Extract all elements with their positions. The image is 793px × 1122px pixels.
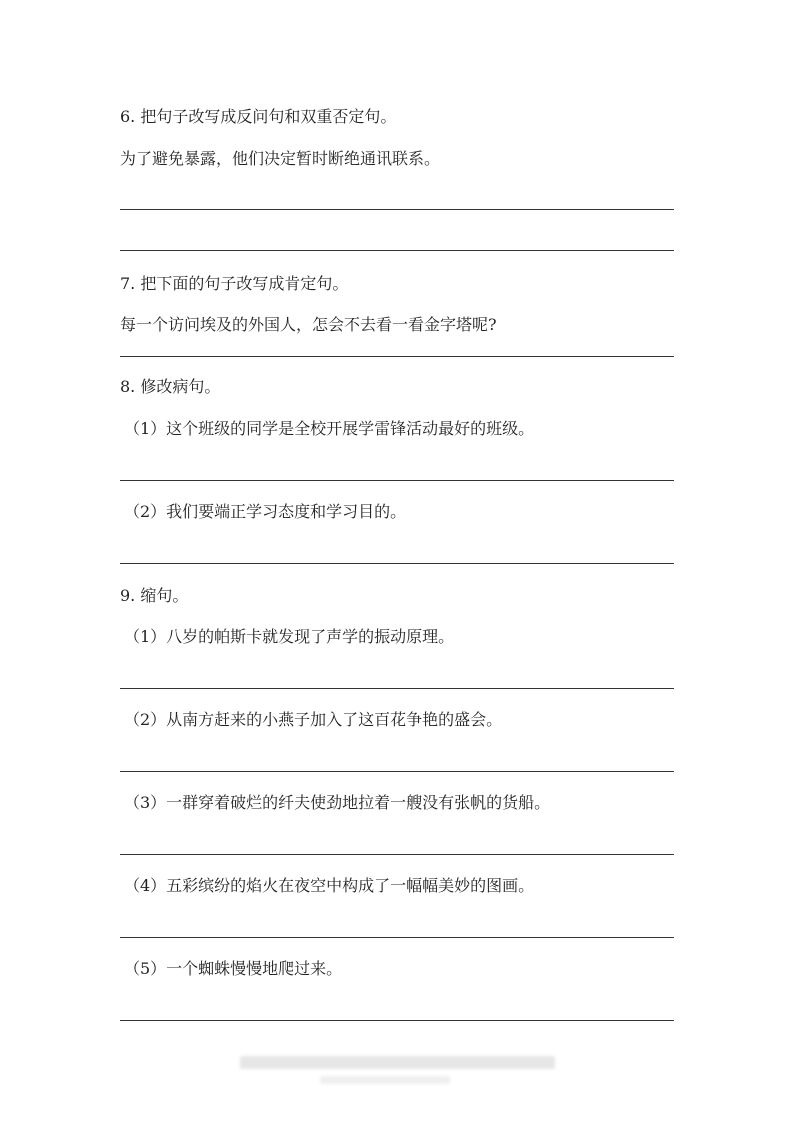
- footer-watermark-sub: [320, 1076, 450, 1084]
- answer-line-9-2[interactable]: [120, 771, 674, 772]
- question-9-item-2: （2）从南方赶来的小燕子加入了这百花争艳的盛会。: [124, 710, 503, 729]
- answer-line-6b[interactable]: [120, 250, 674, 251]
- answer-line-9-4[interactable]: [120, 937, 674, 938]
- answer-line-8-2[interactable]: [120, 563, 674, 564]
- question-8-item-2: （2）我们要端正学习态度和学习目的。: [124, 502, 407, 521]
- question-7-sentence: 每一个访问埃及的外国人，怎会不去看一看金字塔呢?: [120, 315, 497, 334]
- question-9-item-4: （4）五彩缤纷的焰火在夜空中构成了一幅幅美妙的图画。: [124, 876, 535, 895]
- question-9-title: 9. 缩句。: [120, 586, 189, 605]
- question-7-title: 7. 把下面的句子改写成肯定句。: [120, 274, 349, 293]
- question-9-item-3: （3）一群穿着破烂的纤夫使劲地拉着一艘没有张帆的货船。: [124, 793, 551, 812]
- answer-line-7[interactable]: [120, 356, 674, 357]
- footer-watermark: [240, 1056, 555, 1069]
- answer-line-8-1[interactable]: [120, 480, 674, 481]
- question-9-item-1: （1）八岁的帕斯卡就发现了声学的振动原理。: [124, 627, 455, 646]
- question-6-title: 6. 把句子改写成反问句和双重否定句。: [120, 107, 397, 126]
- question-6-sentence: 为了避免暴露，他们决定暂时断绝通讯联系。: [120, 149, 441, 168]
- question-8-item-1: （1）这个班级的同学是全校开展学雷锋活动最好的班级。: [124, 419, 535, 438]
- answer-line-9-1[interactable]: [120, 688, 674, 689]
- question-9-item-5: （5）一个蜘蛛慢慢地爬过来。: [124, 959, 343, 978]
- answer-line-9-3[interactable]: [120, 854, 674, 855]
- answer-line-9-5[interactable]: [120, 1020, 674, 1021]
- question-8-title: 8. 修改病句。: [120, 377, 221, 396]
- answer-line-6a[interactable]: [120, 209, 674, 210]
